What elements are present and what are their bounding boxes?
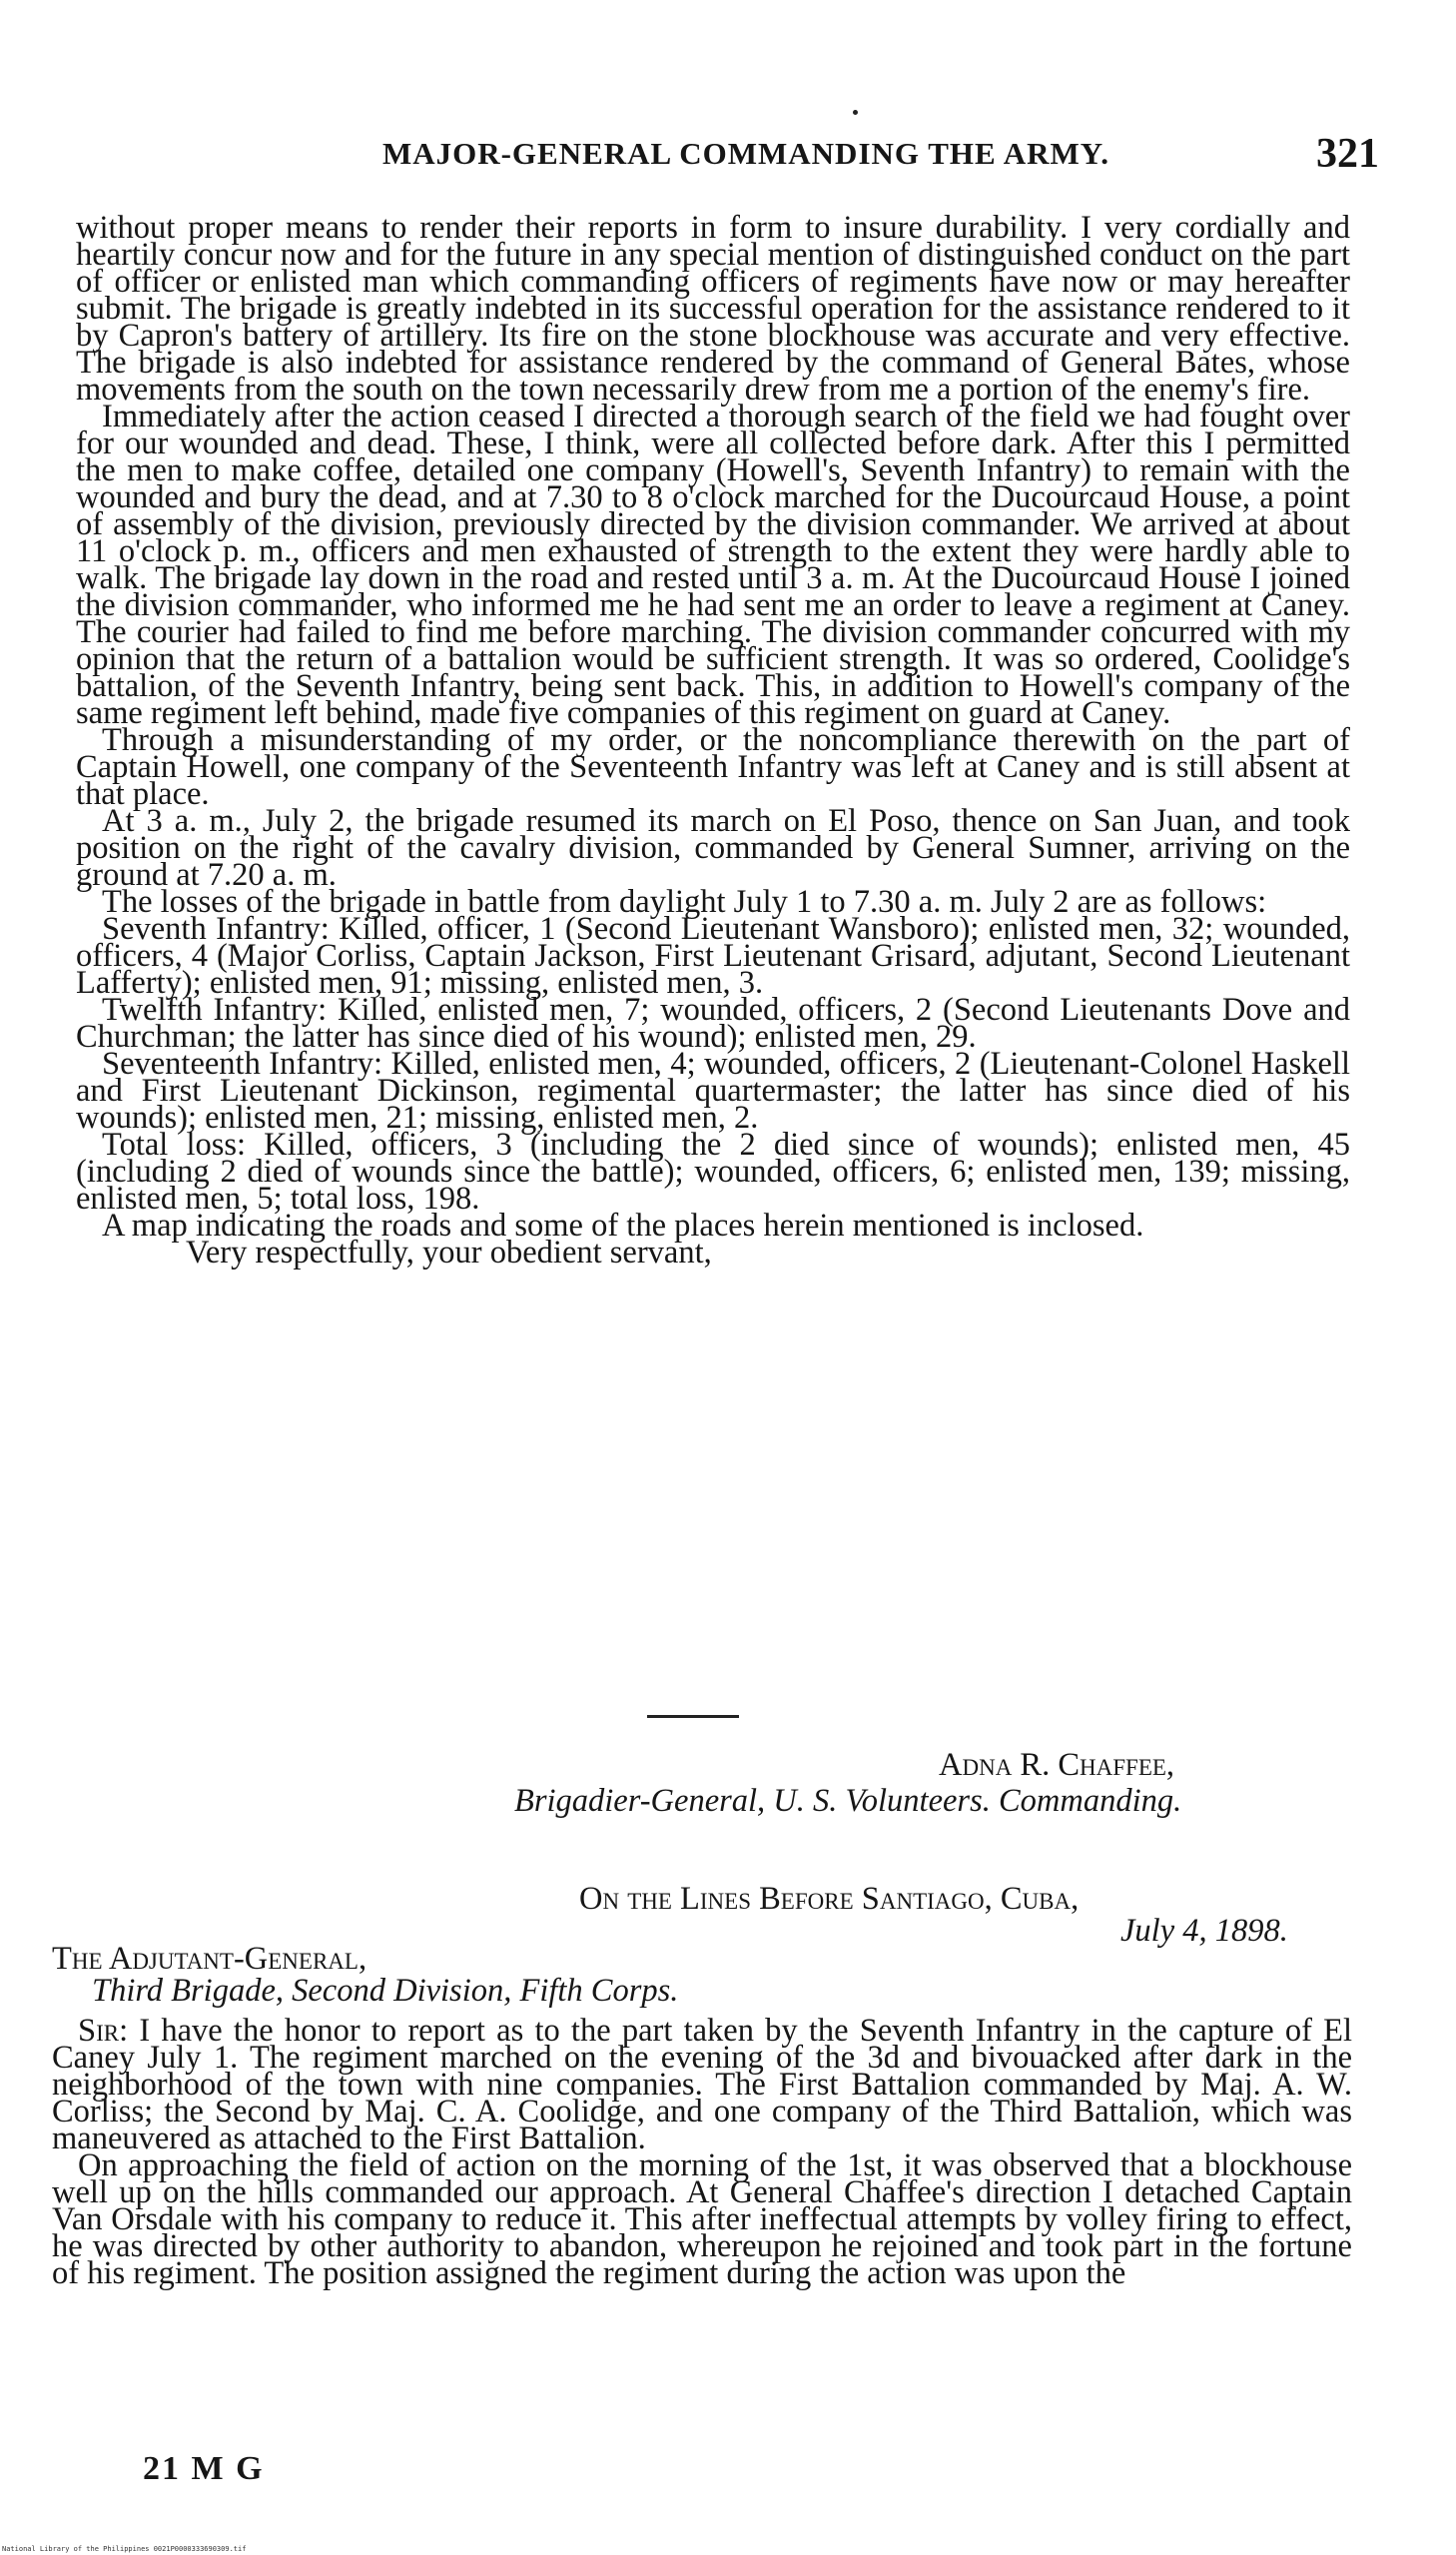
salutation: Sir: xyxy=(78,2013,129,2049)
paragraph: Seventeenth Infantry: Killed, enlisted men, 4; wounded, officers, 2 (Lieutenant-Colonel Haskell and First Lieutenant Dickinson, regimental quartermaster; the latter has since died of his wounds); enlisted men, 21; missing, enlisted men, 2. xyxy=(76,1046,1350,1136)
paragraph: Seventh Infantry: Killed, officer, 1 (Second Lieutenant Wansboro); enlisted men, 32; wounded, officers, 4 (Major Corliss, Captain Jackson, First Lieutenant Grisard, adjutant, Second Lieutenant Lafferty); enlisted men, 91; missing, enlisted men, 3. xyxy=(76,911,1350,1001)
paragraph: Through a misunderstanding of my order, or the noncompliance therewith on the part of Captain Howell, one company of the Seventeenth Infantry was left at Caney and is still absent at that place. xyxy=(76,722,1350,812)
addressee: The Adjutant-General, xyxy=(52,1941,367,1977)
report-two-body xyxy=(52,2013,1352,2291)
paragraph: without proper means to render their reports in form to insure durability. I very cordially and heartily concur now and for the future in any special mention of distinguished conduct on the part of officer or enlisted man which commanding officers of regiments have now or may hereafter submit. The brigade is greatly indebted in its successful operation for the assistance rendered to it by Capron's battery of artillery. Its fire on the stone blockhouse was accurate and very effective. The brigade is also indebted for assistance rendered by the command of General Bates, whose movements from the south on the town necessarily drew from me a portion of the enemy's fire. xyxy=(76,210,1350,408)
paragraph: Immediately after the action ceased I directed a thorough search of the field we had fought over for our wounded and dead. These, I think, were all collected before dark. After this I permitted the men to make coffee, detailed one company (Howell's, Seventh Infantry) to remain with the wounded and bury the dead, and at 7.30 to 8 o'clock marched for the Ducourcaud House, a point of assembly of the division, previously directed by the division commander. We arrived at about 11 o'clock p. m., officers and men exhausted of strength to the extent they were hardly able to walk. The brigade lay down in the road and rested until 3 a. m. At the Ducourcaud House I joined the division commander, who informed me he had sent me an order to leave a regiment at Caney. The courier had failed to find me before marching. The division commander concurred with my opinion that the return of a battalion would be sufficient strength. It was so ordered, Coolidge's battalion, of the Seventh Infantry, being sent back. This, in addition to Howell's company of the same regiment left behind, made five companies of this regiment on guard at Caney. xyxy=(76,399,1350,731)
paragraph: On approaching the field of action on the morning of the 1st, it was observed that a blockhouse well up on the hills commanded our approach. At General Chaffee's direction I detached Captain Van Orsdale with his company to reduce it. This after ineffectual attempts by volley firing to effect, he was directed by other authority to abandon, whereupon he rejoined and took part in the fortune of his regiment. The position assigned the regiment during the action was upon the xyxy=(52,2147,1352,2291)
ink-mark xyxy=(853,110,858,115)
library-credit: National Library of the Philippines 0021P0000333690309.tif xyxy=(2,2545,247,2553)
paragraph: At 3 a. m., July 2, the brigade resumed its march on El Poso, thence on San Juan, and took position on the right of the cavalry division, commanded by General Sumner, arriving on the ground at 7.20 a. m. xyxy=(76,803,1350,893)
page-number: 321 xyxy=(1316,131,1379,177)
paragraph: A map indicating the roads and some of the places herein mentioned is inclosed. xyxy=(102,1208,1144,1244)
paragraph: Very respectfully, your obedient servant, xyxy=(186,1235,712,1271)
dateline-date: July 4, 1898. xyxy=(1120,1913,1288,1949)
report-one-body xyxy=(76,210,1350,1271)
paragraph: Twelfth Infantry: Killed, enlisted men, 7; wounded, officers, 2 (Second Lieutenants Dove and Churchman; the latter has since died of his wound); enlisted men, 29. xyxy=(76,992,1350,1055)
signature-name: Adna R. Chaffee, xyxy=(939,1747,1175,1783)
signature-title: Brigadier-General, U. S. Volunteers. Commanding. xyxy=(514,1783,1182,1819)
paragraph-text: I have the honor to report as to the part taken by the Seventh Infantry in the capture of El Caney July 1. The regiment marched on the evening of the 3d and bivouacked after dark in the neighborhood of the town with nine companies. The First Battalion commanded by Maj. A. W. Corliss; the Second by Maj. C. A. Coolidge, and one company of the Third Battalion, which was maneuvered as attached to the First Battalion. xyxy=(52,2013,1352,2156)
signature-mark: 21 M G xyxy=(143,2450,265,2487)
paragraph: The losses of the brigade in battle from daylight July 1 to 7.30 a. m. July 2 are as follows: xyxy=(102,884,1267,920)
paragraph xyxy=(52,2013,1352,2156)
addressee-unit: Third Brigade, Second Division, Fifth Corps. xyxy=(92,1973,679,2009)
dateline-place: On the Lines Before Santiago, Cuba, xyxy=(579,1881,1080,1917)
divider-rule xyxy=(647,1715,739,1718)
running-head: MAJOR-GENERAL COMMANDING THE ARMY. xyxy=(381,136,1110,171)
paragraph: Total loss: Killed, officers, 3 (including the 2 died since of wounds); enlisted men, 45 (including 2 died of wounds since the battle); wounded, officers, 6; enlisted men, 139; missing, enlisted men, 5; total loss, 198. xyxy=(76,1127,1350,1217)
